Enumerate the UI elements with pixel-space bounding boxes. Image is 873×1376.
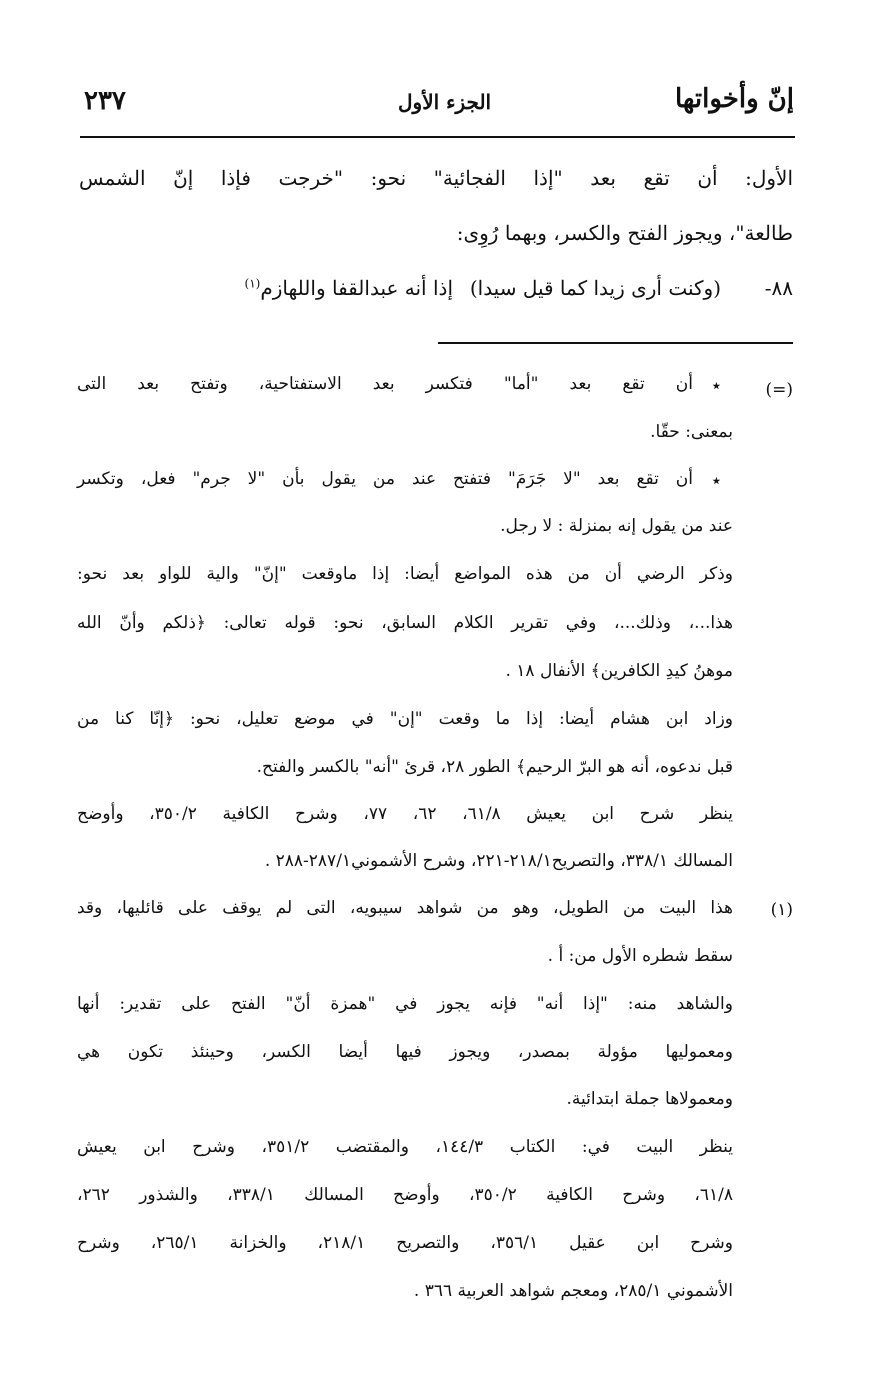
footnote-reference: (١)	[244, 276, 261, 291]
verse-number: ٨٨-	[764, 276, 793, 300]
footnote-line: بمعنى: حقّا.	[650, 422, 733, 442]
volume-title: الجزء الأول	[398, 90, 492, 114]
verse-first-half: (وكنت أرى زيدا كما قيل سيدا)	[469, 276, 721, 300]
star-bullet: ٭	[711, 376, 721, 396]
running-header	[80, 84, 794, 128]
header-rule	[80, 136, 795, 138]
footnote-line: الأشموني ٢٨٥/١، ومعجم شواهد العربية ٣٦٦ .	[413, 1281, 733, 1301]
footnote-marker: (١)	[770, 900, 793, 920]
footnote-line: موهنُ كيدِ الكافرين﴾ الأنفال ١٨ .	[505, 661, 733, 681]
footnote-line: عند من يقول إنه بمنزلة : لا رجل.	[500, 516, 733, 536]
star-bullet: ٭	[711, 471, 721, 491]
footnote-line: قبل ندعوه، أنه هو البرّ الرحيم﴾ الطور ٢٨، قرئ "أنه" بالكسر والفتح.	[256, 757, 733, 777]
footnote-line: وزاد ابن هشام أيضا: إذا ما وقعت "إن" في موضع تعليل، نحو: ﴿إنّا كنا من	[77, 709, 733, 729]
main-text-line: طالعة"، ويجوز الفتح والكسر، وبهما رُوِى:	[456, 221, 793, 245]
main-text-line: الأول: أن تقع بعد "إذا الفجائية" نحو: "خرجت فإذا إنّ الشمس	[79, 166, 793, 190]
footnote-line: المسالك ٣٣٨/١، والتصريح٢١٨/١-٢٢١، وشرح الأشموني٢٨٧/١-٢٨٨ .	[264, 851, 733, 871]
footnote-line: أن تقع بعد "لا جَرَمَ" فتفتح عند من يقول بأن "لا جرم" فعل، وتكسر	[77, 469, 693, 489]
footnote-line: وذكر الرضي أن من هذه المواضع أيضا: إذا ماوقعت "إنّ" والية للواو بعد نحو:	[77, 564, 733, 584]
footnote-line: والشاهد منه: "إذا أنه" فإنه يجوز في "همزة أنّ" الفتح على تقدير: أنها	[77, 994, 733, 1014]
footnote-line: وشرح ابن عقيل ٣٥٦/١، والتصريح ٢١٨/١، والخزانة ٢٦٥/١، وشرح	[77, 1233, 733, 1253]
footnote-line: ينظر شرح ابن يعيش ٦١/٨، ٦٢، ٧٧، وشرح الكافية ٣٥٠/٢، وأوضح	[77, 804, 733, 824]
footnote-line: ومعمولاها جملة ابتدائية.	[566, 1089, 733, 1109]
continuation-marker: (=)	[765, 380, 793, 400]
footnote-line: ٦١/٨، وشرح الكافية ٣٥٠/٢، وأوضح المسالك ٣٣٨/١، والشذور ٢٦٢،	[77, 1185, 733, 1205]
footnote-separator	[438, 342, 793, 344]
footnote-line: ومعموليها مؤولة بمصدر، ويجوز فيها أيضا الكسر، وحينئذ تكون هي	[77, 1042, 733, 1062]
verse-second-half	[245, 276, 454, 300]
verse-second-half-text: إذا أنه عبدالقفا واللهازم	[260, 276, 453, 300]
footnote-line: هذا...، وذلك...، وفي تقرير الكلام السابق، نحو: قوله تعالى: ﴿ذلكم وأنّ الله	[77, 613, 733, 633]
footnote-line: هذا البيت من الطويل، وهو من شواهد سيبويه، التى لم يوقف على قائليها، وقد	[77, 898, 733, 918]
page-number: ٢٣٧	[84, 86, 126, 116]
footnote-line: أن تقع بعد "أما" فتكسر بعد الاستفتاحية، وتفتح بعد التى	[77, 374, 693, 394]
footnote-line: ينظر البيت في: الكتاب ١٤٤/٣، والمقتضب ٣٥١/٢، وشرح ابن يعيش	[77, 1137, 733, 1157]
chapter-title: إنّ وأخواتها	[674, 84, 794, 114]
footnote-line: سقط شطره الأول من: أ .	[547, 946, 733, 966]
